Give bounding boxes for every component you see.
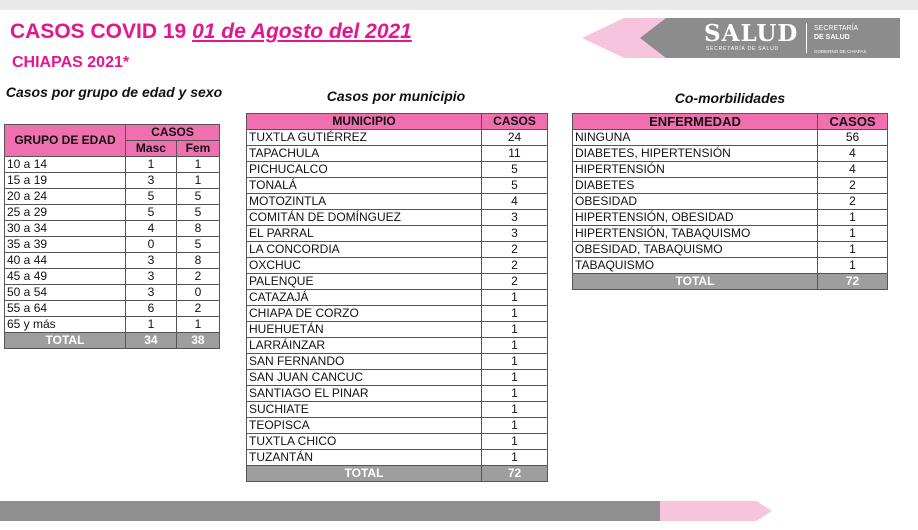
total-row: [573, 274, 888, 290]
municipio-name-cell: HUEHUETÁN: [247, 322, 482, 338]
comorbidity-cases-cell: 56: [818, 130, 888, 146]
total-label: TOTAL: [573, 274, 818, 290]
municipio-section-title: Casos por municipio: [326, 88, 466, 104]
logo-right-line2: DE SALUD: [814, 34, 850, 41]
comorbidity-cases-cell: 2: [818, 194, 888, 210]
comorbidity-name-cell: NINGUNA: [573, 130, 818, 146]
total-label: TOTAL: [247, 466, 482, 482]
comorbidity-cases-cell: 4: [818, 146, 888, 162]
page-title: [10, 20, 412, 44]
mun-col-municipio: MUNICIPIO: [247, 114, 482, 130]
municipio-cases-cell: 2: [482, 274, 548, 290]
logo-right-text: [814, 24, 858, 42]
table-row: [247, 194, 548, 210]
table-row: [5, 237, 220, 253]
municipio-name-cell: TUXTLA GUTIÉRREZ: [247, 130, 482, 146]
table-row: [5, 221, 220, 237]
footer-grey-bar: [0, 501, 700, 521]
table-row: [5, 269, 220, 285]
masc-cell: 5: [126, 189, 177, 205]
fem-cell: 2: [176, 301, 219, 317]
table-row: [247, 306, 548, 322]
table-row: [247, 130, 548, 146]
municipio-name-cell: SUCHIATE: [247, 402, 482, 418]
total-fem: 38: [176, 333, 219, 349]
table-row: [573, 242, 888, 258]
municipio-name-cell: PALENQUE: [247, 274, 482, 290]
total-cases: 72: [818, 274, 888, 290]
municipio-name-cell: OXCHUC: [247, 258, 482, 274]
municipio-name-cell: PICHUCALCO: [247, 162, 482, 178]
age-col-masc: Masc: [126, 141, 177, 157]
table-row: [573, 130, 888, 146]
logo-right-line1: SECRETARÍA: [814, 25, 859, 32]
mun-col-casos: CASOS: [482, 114, 548, 130]
table-row: [247, 210, 548, 226]
municipio-name-cell: TEOPISCA: [247, 418, 482, 434]
municipio-name-cell: LARRÁINZAR: [247, 338, 482, 354]
logo-main-subtext: SECRETARÍA DE SALUD: [706, 46, 779, 52]
age-group-cell: 65 y más: [5, 317, 126, 333]
municipio-cases-cell: 1: [482, 306, 548, 322]
table-row: [247, 242, 548, 258]
logo-divider: [806, 23, 807, 53]
page-subtitle: CHIAPAS 2021*: [12, 54, 130, 71]
title-date: 01 de Agosto del 2021: [192, 20, 412, 43]
municipio-table: [246, 113, 548, 482]
municipio-cases-cell: 1: [482, 290, 548, 306]
municipio-cases-cell: 1: [482, 338, 548, 354]
municipio-cases-cell: 24: [482, 130, 548, 146]
municipio-cases-cell: 1: [482, 354, 548, 370]
comorbidity-name-cell: HIPERTENSIÓN: [573, 162, 818, 178]
table-row: [247, 386, 548, 402]
table-row: [573, 194, 888, 210]
age-col-group: GRUPO DE EDAD: [5, 125, 126, 157]
table-row: [247, 402, 548, 418]
table-row: [247, 274, 548, 290]
comorbidity-name-cell: OBESIDAD, TABAQUISMO: [573, 242, 818, 258]
table-row: [247, 226, 548, 242]
table-row: [5, 253, 220, 269]
title-prefix: CASOS COVID 19: [10, 20, 187, 43]
table-row: [247, 178, 548, 194]
age-group-cell: 55 a 64: [5, 301, 126, 317]
comorbidity-name-cell: OBESIDAD: [573, 194, 818, 210]
comorbidity-name-cell: HIPERTENSIÓN, OBESIDAD: [573, 210, 818, 226]
age-group-cell: 35 a 39: [5, 237, 126, 253]
fem-cell: 8: [176, 221, 219, 237]
table-row: [247, 290, 548, 306]
municipio-cases-cell: 5: [482, 178, 548, 194]
municipio-cases-cell: 1: [482, 386, 548, 402]
total-masc: 34: [126, 333, 177, 349]
comorbidity-name-cell: HIPERTENSIÓN, TABAQUISMO: [573, 226, 818, 242]
table-row: [573, 210, 888, 226]
age-group-cell: 45 a 49: [5, 269, 126, 285]
municipio-cases-cell: 1: [482, 322, 548, 338]
table-row: [5, 173, 220, 189]
com-col-enfermedad: ENFERMEDAD: [573, 114, 818, 130]
municipio-name-cell: MOTOZINTLA: [247, 194, 482, 210]
table-row: [573, 162, 888, 178]
municipio-name-cell: COMITÁN DE DOMÍNGUEZ: [247, 210, 482, 226]
fem-cell: 0: [176, 285, 219, 301]
municipio-name-cell: LA CONCORDIA: [247, 242, 482, 258]
fem-cell: 2: [176, 269, 219, 285]
municipio-name-cell: EL PARRAL: [247, 226, 482, 242]
municipio-cases-cell: 1: [482, 450, 548, 466]
table-row: [247, 450, 548, 466]
table-row: [5, 301, 220, 317]
age-group-cell: 20 a 24: [5, 189, 126, 205]
table-row: [247, 258, 548, 274]
comorbidity-cases-cell: 2: [818, 178, 888, 194]
masc-cell: 1: [126, 317, 177, 333]
masc-cell: 3: [126, 285, 177, 301]
logo-main-text: SALUD: [704, 20, 799, 47]
table-row: [247, 418, 548, 434]
fem-cell: 1: [176, 173, 219, 189]
table-row: [573, 258, 888, 274]
age-group-cell: 40 a 44: [5, 253, 126, 269]
total-cases: 72: [482, 466, 548, 482]
masc-cell: 6: [126, 301, 177, 317]
age-group-cell: 25 a 29: [5, 205, 126, 221]
comorbidity-name-cell: DIABETES: [573, 178, 818, 194]
comorbidity-name-cell: TABAQUISMO: [573, 258, 818, 274]
fem-cell: 1: [176, 317, 219, 333]
age-group-cell: 10 a 14: [5, 157, 126, 173]
age-group-cell: 50 a 54: [5, 285, 126, 301]
top-frame-bar: [0, 0, 918, 10]
salud-logo: [582, 18, 900, 58]
age-col-fem: Fem: [176, 141, 219, 157]
masc-cell: 5: [126, 205, 177, 221]
table-row: [247, 146, 548, 162]
municipio-cases-cell: 11: [482, 146, 548, 162]
age-col-cases: CASOS: [126, 125, 220, 141]
com-col-casos: CASOS: [818, 114, 888, 130]
municipio-cases-cell: 2: [482, 242, 548, 258]
municipio-cases-cell: 1: [482, 418, 548, 434]
masc-cell: 3: [126, 269, 177, 285]
comorb-section-title: Co-morbilidades: [674, 90, 786, 106]
municipio-cases-cell: 4: [482, 194, 548, 210]
table-row: [573, 178, 888, 194]
municipio-name-cell: SAN JUAN CANCUC: [247, 370, 482, 386]
logo-right-small: GOBIERNO DE CHIAPAS: [814, 49, 867, 54]
fem-cell: 5: [176, 205, 219, 221]
table-row: [247, 162, 548, 178]
masc-cell: 3: [126, 253, 177, 269]
age-section-title: Casos por grupo de edad y sexo: [5, 84, 223, 100]
municipio-name-cell: TUZANTÁN: [247, 450, 482, 466]
table-row: [5, 285, 220, 301]
municipio-cases-cell: 1: [482, 370, 548, 386]
masc-cell: 0: [126, 237, 177, 253]
masc-cell: 3: [126, 173, 177, 189]
footer-pink-chevron: [660, 501, 772, 521]
fem-cell: 5: [176, 189, 219, 205]
comorbidity-cases-cell: 1: [818, 258, 888, 274]
fem-cell: 5: [176, 237, 219, 253]
age-group-cell: 15 a 19: [5, 173, 126, 189]
masc-cell: 1: [126, 157, 177, 173]
municipio-cases-cell: 1: [482, 434, 548, 450]
municipio-cases-cell: 2: [482, 258, 548, 274]
total-row: [247, 466, 548, 482]
municipio-cases-cell: 5: [482, 162, 548, 178]
table-row: [573, 146, 888, 162]
municipio-cases-cell: 3: [482, 226, 548, 242]
municipio-name-cell: TAPACHULA: [247, 146, 482, 162]
municipio-name-cell: TONALÁ: [247, 178, 482, 194]
comorbidity-cases-cell: 1: [818, 210, 888, 226]
age-table: [4, 124, 220, 349]
municipio-name-cell: CHIAPA DE CORZO: [247, 306, 482, 322]
table-row: [247, 338, 548, 354]
municipio-cases-cell: 1: [482, 402, 548, 418]
total-label: TOTAL: [5, 333, 126, 349]
fem-cell: 8: [176, 253, 219, 269]
masc-cell: 4: [126, 221, 177, 237]
total-row: [5, 333, 220, 349]
comorbidity-cases-cell: 1: [818, 226, 888, 242]
table-row: [247, 370, 548, 386]
table-row: [5, 317, 220, 333]
table-row: [573, 226, 888, 242]
comorbidity-cases-cell: 1: [818, 242, 888, 258]
municipio-name-cell: SANTIAGO EL PINAR: [247, 386, 482, 402]
municipio-name-cell: SAN FERNANDO: [247, 354, 482, 370]
comorbidity-name-cell: DIABETES, HIPERTENSIÓN: [573, 146, 818, 162]
table-row: [247, 434, 548, 450]
table-row: [247, 354, 548, 370]
age-group-cell: 30 a 34: [5, 221, 126, 237]
table-row: [5, 205, 220, 221]
comorb-table: [572, 113, 888, 290]
table-row: [247, 322, 548, 338]
table-row: [5, 189, 220, 205]
municipio-name-cell: CATAZAJÁ: [247, 290, 482, 306]
comorbidity-cases-cell: 4: [818, 162, 888, 178]
table-row: [5, 157, 220, 173]
fem-cell: 1: [176, 157, 219, 173]
municipio-name-cell: TUXTLA CHICO: [247, 434, 482, 450]
municipio-cases-cell: 3: [482, 210, 548, 226]
